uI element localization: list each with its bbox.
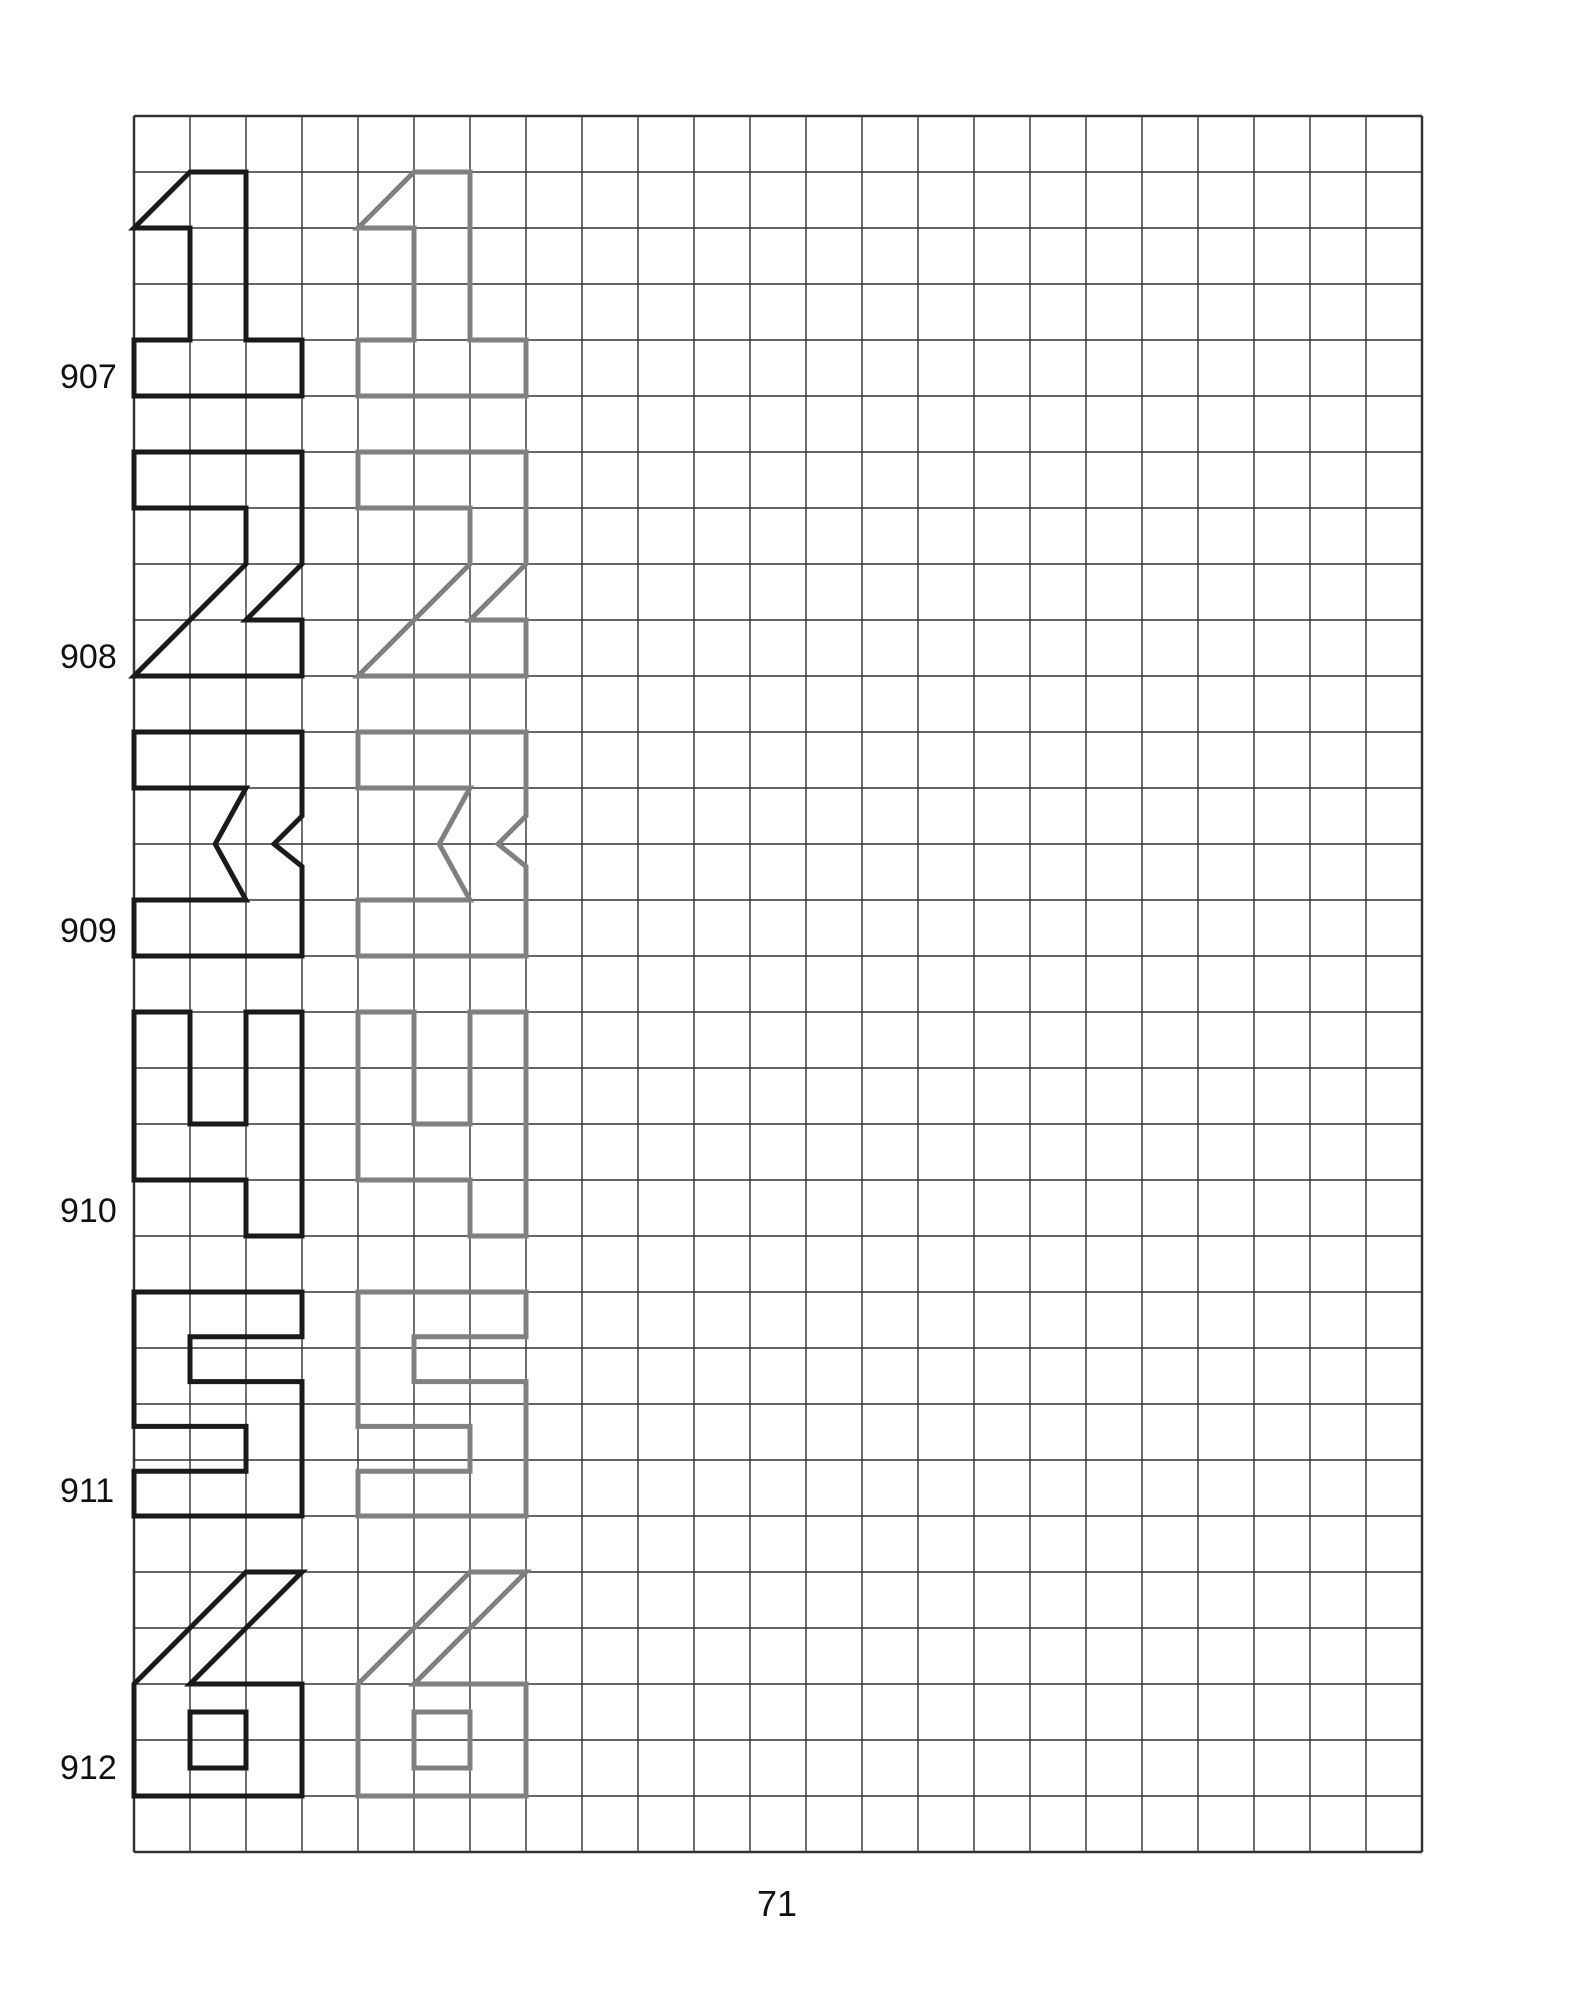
page-number: 71 <box>756 1883 798 1924</box>
digit-patterns <box>134 172 526 1796</box>
exercise-number-909: 909 <box>60 912 117 950</box>
exercise-labels <box>60 358 117 1787</box>
exercise-number-910: 910 <box>60 1192 117 1230</box>
exercise-number-908: 908 <box>60 638 117 676</box>
exercise-number-911: 911 <box>60 1472 115 1510</box>
exercise-number-912: 912 <box>60 1749 117 1787</box>
graph-paper-grid <box>134 116 1422 1852</box>
exercise-number-907: 907 <box>60 358 117 396</box>
